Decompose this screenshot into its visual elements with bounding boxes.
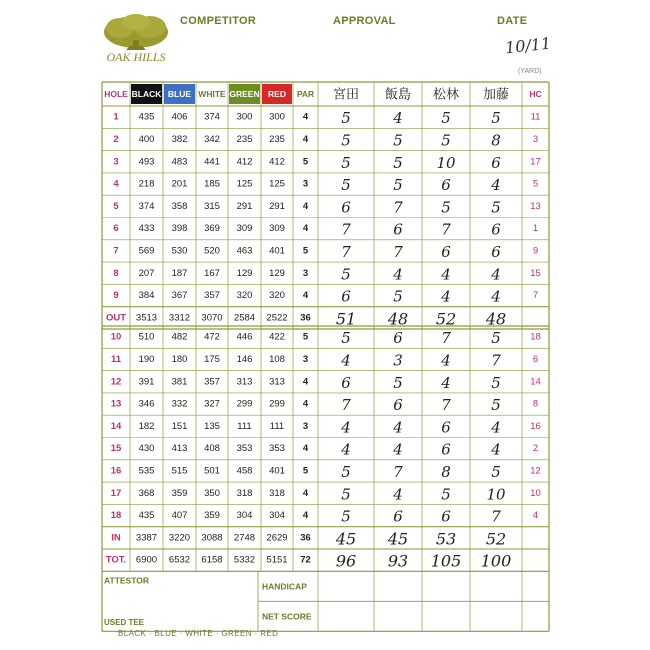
- par-value: 3: [302, 420, 309, 432]
- player-score: 105: [430, 551, 462, 571]
- yardage-blue: 332: [171, 398, 188, 410]
- player-score: 6: [341, 287, 351, 306]
- player-score: 8: [441, 462, 451, 481]
- hole-number: 14: [110, 420, 122, 432]
- yardage-white: 350: [204, 487, 220, 499]
- player-score: 100: [480, 551, 512, 571]
- tee-options: BLACK · BLUE · WHITE · GREEN · RED: [118, 629, 279, 638]
- player-score: 7: [393, 242, 403, 261]
- yardage-red: 353: [269, 443, 285, 455]
- yardage-white: 3088: [201, 532, 223, 544]
- yardage-red: 111: [269, 420, 285, 432]
- yardage-blue: 381: [171, 376, 188, 388]
- handicap-index: 7: [532, 290, 539, 302]
- player-score: 6: [441, 507, 451, 526]
- player-score: 4: [491, 287, 501, 306]
- yardage-white: 3070: [201, 312, 223, 324]
- player-score: 5: [393, 131, 403, 150]
- handicap-label: HANDICAP: [262, 581, 307, 592]
- hole-number: OUT: [105, 312, 127, 324]
- yardage-green: 2584: [233, 312, 256, 324]
- player-score: 6: [441, 440, 451, 459]
- yardage-white: 520: [204, 245, 220, 257]
- player-score: 5: [393, 373, 403, 392]
- yardage-green: 353: [236, 443, 253, 455]
- yardage-white: 175: [204, 353, 220, 365]
- player-score: 5: [491, 109, 501, 128]
- player-score: 3: [393, 351, 403, 370]
- player-score: 4: [393, 485, 403, 504]
- yardage-white: 327: [204, 398, 220, 410]
- player-score: 7: [341, 396, 351, 415]
- yardage-white: 185: [204, 178, 220, 190]
- player-score: 5: [491, 198, 501, 217]
- yardage-white: 441: [204, 156, 220, 168]
- player-score: 6: [393, 507, 403, 526]
- par-value: 5: [302, 245, 309, 257]
- yardage-green: 313: [236, 376, 253, 388]
- player-score: 7: [393, 462, 403, 481]
- yardage-blue: 530: [171, 245, 188, 257]
- player-score: 7: [491, 351, 501, 370]
- par-value: 4: [302, 200, 309, 212]
- player-score: 6: [393, 329, 403, 348]
- yardage-white: 357: [204, 376, 220, 388]
- player-score: 4: [491, 265, 501, 284]
- handicap-index: 6: [532, 353, 539, 365]
- player-score: 10: [486, 485, 506, 504]
- player-score: 4: [491, 418, 501, 437]
- player-score: 5: [491, 373, 501, 392]
- yardage-red: 300: [269, 111, 285, 123]
- player-score: 6: [393, 220, 403, 239]
- yardage-blue: 407: [171, 510, 188, 522]
- player-score: 5: [341, 507, 351, 526]
- player-score: 7: [341, 220, 351, 239]
- yardage-blue: 358: [171, 200, 188, 212]
- yardage-green: 463: [236, 245, 253, 257]
- player-name: 飯島: [384, 87, 412, 103]
- par-value: 4: [302, 376, 309, 388]
- yardage-blue: 413: [171, 443, 188, 455]
- yardage-green: 304: [236, 510, 253, 522]
- yardage-green: 412: [236, 156, 253, 168]
- yardage-red: 2522: [266, 312, 288, 324]
- yardage-red: 125: [269, 178, 285, 190]
- yardage-black: 374: [138, 200, 155, 212]
- yardage-black: 218: [138, 178, 155, 190]
- yardage-green: 129: [236, 267, 253, 279]
- handicap-index: 12: [530, 465, 541, 477]
- yardage-white: 374: [204, 111, 220, 123]
- player-score: 5: [341, 485, 351, 504]
- player-score: 4: [393, 418, 403, 437]
- yardage-white: 359: [204, 510, 220, 522]
- hole-number: 2: [113, 133, 119, 145]
- yardage-black: 435: [138, 111, 155, 123]
- yardage-black: 3513: [135, 312, 158, 324]
- handicap-index: 4: [532, 510, 539, 522]
- player-score: 5: [341, 109, 351, 128]
- handicap-index: 1: [532, 223, 539, 235]
- date-label: DATE: [497, 15, 528, 27]
- column-header-black: BLACK: [131, 89, 162, 99]
- handicap-index: 17: [530, 156, 541, 168]
- player-score: 4: [491, 440, 501, 459]
- yardage-blue: 201: [171, 178, 188, 190]
- yardage-blue: 3312: [168, 312, 191, 324]
- player-score: 93: [387, 551, 409, 571]
- par-value: 36: [300, 312, 311, 324]
- player-score: 6: [491, 220, 501, 239]
- player-score: 4: [441, 351, 451, 370]
- used-tee-label: USED TEE: [104, 618, 145, 627]
- player-score: 5: [393, 176, 403, 195]
- player-score: 7: [441, 396, 451, 415]
- hole-number: 18: [110, 510, 122, 522]
- yardage-blue: 151: [171, 420, 188, 432]
- player-score: 5: [441, 109, 451, 128]
- yardage-blue: 6532: [168, 554, 191, 566]
- column-header-white: WHITE: [198, 89, 226, 99]
- player-score: 6: [341, 198, 351, 217]
- hole-number: 6: [113, 223, 119, 235]
- player-score: 8: [491, 131, 501, 150]
- logo-text: OAK HILLS: [106, 50, 166, 64]
- player-score: 6: [441, 418, 451, 437]
- yardage-blue: 187: [171, 267, 188, 279]
- hole-number: 17: [110, 487, 122, 499]
- par-value: 3: [302, 267, 309, 279]
- yardage-red: 320: [269, 290, 285, 302]
- yardage-black: 569: [138, 245, 155, 257]
- yardage-red: 412: [269, 156, 285, 168]
- yardage-red: 235: [269, 133, 285, 145]
- yardage-green: 299: [236, 398, 253, 410]
- par-value: 5: [302, 331, 309, 343]
- yardage-red: 313: [269, 376, 285, 388]
- yardage-white: 342: [204, 133, 220, 145]
- yardage-green: 235: [236, 133, 253, 145]
- column-header-blue: BLUE: [167, 89, 192, 99]
- yardage-red: 304: [269, 510, 285, 522]
- player-score: 53: [435, 529, 457, 549]
- player-score: 10: [436, 153, 456, 172]
- player-score: 5: [341, 329, 351, 348]
- hole-number: 10: [110, 331, 122, 343]
- yardage-green: 146: [236, 353, 253, 365]
- yardage-black: 391: [138, 376, 155, 388]
- column-header-hc: HC: [529, 89, 542, 99]
- player-score: 4: [441, 265, 451, 284]
- yardage-red: 401: [269, 465, 285, 477]
- yardage-black: 368: [138, 487, 155, 499]
- hole-number: 8: [113, 267, 119, 279]
- player-score: 5: [441, 131, 451, 150]
- hole-number: 4: [113, 178, 119, 190]
- column-header-red: RED: [268, 89, 286, 99]
- yardage-white: 369: [204, 223, 220, 235]
- par-value: 4: [302, 290, 309, 302]
- yardage-white: 357: [204, 290, 220, 302]
- handicap-index: 14: [530, 376, 541, 388]
- yardage-red: 309: [269, 223, 285, 235]
- player-score: 4: [441, 287, 451, 306]
- yardage-red: 5151: [266, 554, 288, 566]
- player-score: 6: [491, 242, 501, 261]
- player-score: 4: [491, 176, 501, 195]
- hole-number: IN: [111, 532, 121, 544]
- yardage-red: 291: [269, 200, 285, 212]
- handicap-index: 15: [530, 267, 541, 279]
- yardage-green: 320: [236, 290, 253, 302]
- par-value: 3: [302, 178, 309, 190]
- column-header-hole: HOLE: [104, 89, 128, 99]
- player-score: 5: [341, 131, 351, 150]
- yardage-black: 433: [138, 223, 155, 235]
- yardage-green: 300: [236, 111, 253, 123]
- yardage-blue: 482: [171, 331, 188, 343]
- player-score: 6: [341, 373, 351, 392]
- yardage-black: 384: [138, 290, 155, 302]
- hole-number: 15: [110, 443, 122, 455]
- player-score: 96: [335, 551, 357, 571]
- yardage-black: 182: [138, 420, 155, 432]
- player-score: 6: [441, 242, 451, 261]
- yardage-black: 190: [138, 353, 155, 365]
- yardage-white: 6158: [201, 554, 223, 566]
- column-header-par: PAR: [296, 89, 315, 99]
- yardage-red: 422: [269, 331, 285, 343]
- par-value: 36: [300, 532, 311, 544]
- player-score: 5: [491, 396, 501, 415]
- player-score: 45: [387, 529, 409, 549]
- player-name: 松林: [432, 87, 460, 103]
- hole-number: 3: [113, 156, 119, 168]
- yardage-white: 135: [204, 420, 220, 432]
- yardage-blue: 515: [171, 465, 188, 477]
- net-score-label: NET SCORE: [262, 611, 312, 622]
- player-score: 4: [341, 418, 351, 437]
- yardage-green: 111: [237, 420, 252, 432]
- yardage-black: 6900: [135, 554, 158, 566]
- yardage-green: 2748: [233, 532, 256, 544]
- yard-note: (YARD): [518, 68, 542, 75]
- date-value: 10/11: [504, 33, 552, 58]
- yardage-blue: 3220: [168, 532, 191, 544]
- player-score: 5: [491, 462, 501, 481]
- player-score: 4: [441, 373, 451, 392]
- competitor-label: COMPETITOR: [180, 15, 257, 27]
- yardage-green: 5332: [233, 554, 256, 566]
- player-score: 7: [441, 329, 451, 348]
- par-value: 4: [302, 111, 309, 123]
- approval-label: APPROVAL: [333, 15, 396, 27]
- handicap-index: 9: [532, 245, 539, 257]
- par-value: 72: [300, 554, 311, 566]
- yardage-white: 408: [204, 443, 220, 455]
- par-value: 5: [302, 156, 309, 168]
- player-score: 5: [341, 265, 351, 284]
- yardage-blue: 382: [171, 133, 188, 145]
- yardage-red: 318: [269, 487, 285, 499]
- yardage-green: 318: [236, 487, 253, 499]
- yardage-white: 472: [204, 331, 220, 343]
- yardage-white: 167: [204, 267, 220, 279]
- yardage-red: 129: [269, 267, 285, 279]
- yardage-black: 510: [138, 331, 155, 343]
- player-score: 51: [335, 309, 357, 329]
- yardage-blue: 483: [171, 156, 188, 168]
- player-score: 48: [387, 309, 409, 329]
- handicap-index: 10: [530, 487, 541, 499]
- handicap-index: 11: [530, 111, 541, 123]
- yardage-white: 315: [204, 200, 220, 212]
- handicap-index: 18: [530, 331, 541, 343]
- handicap-index: 13: [530, 200, 541, 212]
- player-score: 5: [393, 153, 403, 172]
- player-score: 5: [393, 287, 403, 306]
- player-score: 4: [393, 265, 403, 284]
- par-value: 5: [302, 465, 309, 477]
- attestor-label: ATTESTOR: [104, 575, 150, 586]
- par-value: 4: [302, 133, 309, 145]
- par-value: 4: [302, 487, 309, 499]
- yardage-black: 3387: [135, 532, 158, 544]
- par-value: 4: [302, 398, 309, 410]
- yardage-blue: 406: [171, 111, 188, 123]
- player-score: 52: [485, 529, 507, 549]
- player-score: 52: [435, 309, 457, 329]
- par-value: 4: [302, 443, 309, 455]
- player-score: 6: [441, 176, 451, 195]
- player-name: 宮田: [332, 87, 360, 103]
- yardage-green: 125: [236, 178, 253, 190]
- yardage-black: 435: [138, 510, 155, 522]
- player-score: 5: [341, 176, 351, 195]
- yardage-red: 2629: [266, 532, 288, 544]
- yardage-green: 309: [236, 223, 253, 235]
- player-score: 4: [341, 351, 351, 370]
- hole-number: 11: [110, 353, 122, 365]
- player-score: 7: [491, 507, 501, 526]
- hole-number: 9: [113, 290, 119, 302]
- yardage-black: 493: [138, 156, 155, 168]
- handicap-index: 5: [532, 178, 539, 190]
- yardage-blue: 359: [171, 487, 188, 499]
- hole-number: 7: [113, 245, 119, 257]
- player-score: 4: [341, 440, 351, 459]
- handicap-index: 2: [532, 443, 539, 455]
- hole-number: 13: [110, 398, 122, 410]
- yardage-black: 346: [138, 398, 155, 410]
- player-score: 6: [491, 153, 501, 172]
- player-score: 7: [393, 198, 403, 217]
- yardage-black: 207: [138, 267, 155, 279]
- handicap-index: 16: [530, 420, 541, 432]
- hole-number: 1: [113, 111, 119, 123]
- hole-number: TOT.: [105, 554, 127, 566]
- player-score: 4: [393, 440, 403, 459]
- player-score: 5: [441, 485, 451, 504]
- yardage-white: 501: [204, 465, 220, 477]
- yardage-black: 535: [138, 465, 155, 477]
- player-score: 6: [393, 396, 403, 415]
- yardage-black: 430: [138, 443, 155, 455]
- yardage-red: 401: [269, 245, 285, 257]
- player-score: 7: [441, 220, 451, 239]
- yardage-green: 458: [236, 465, 253, 477]
- player-score: 7: [341, 242, 351, 261]
- par-value: 4: [302, 223, 309, 235]
- player-score: 45: [335, 529, 357, 549]
- column-header-green: GREEN: [229, 89, 260, 99]
- yardage-blue: 398: [171, 223, 188, 235]
- player-score: 48: [485, 309, 507, 329]
- hole-number: 5: [113, 200, 119, 212]
- handicap-index: 8: [532, 398, 539, 410]
- player-name: 加藤: [482, 87, 510, 103]
- player-score: 5: [341, 153, 351, 172]
- player-score: 5: [441, 198, 451, 217]
- player-score: 5: [491, 329, 501, 348]
- hole-number: 12: [110, 376, 122, 388]
- handicap-index: 3: [532, 133, 539, 145]
- yardage-blue: 180: [171, 353, 188, 365]
- yardage-green: 291: [236, 200, 253, 212]
- yardage-red: 299: [269, 398, 285, 410]
- yardage-black: 400: [138, 133, 155, 145]
- yardage-red: 108: [269, 353, 285, 365]
- par-value: 3: [302, 353, 309, 365]
- yardage-green: 446: [236, 331, 253, 343]
- player-score: 5: [341, 462, 351, 481]
- par-value: 4: [302, 510, 309, 522]
- hole-number: 16: [110, 465, 122, 477]
- player-score: 4: [393, 109, 403, 128]
- yardage-blue: 367: [171, 290, 188, 302]
